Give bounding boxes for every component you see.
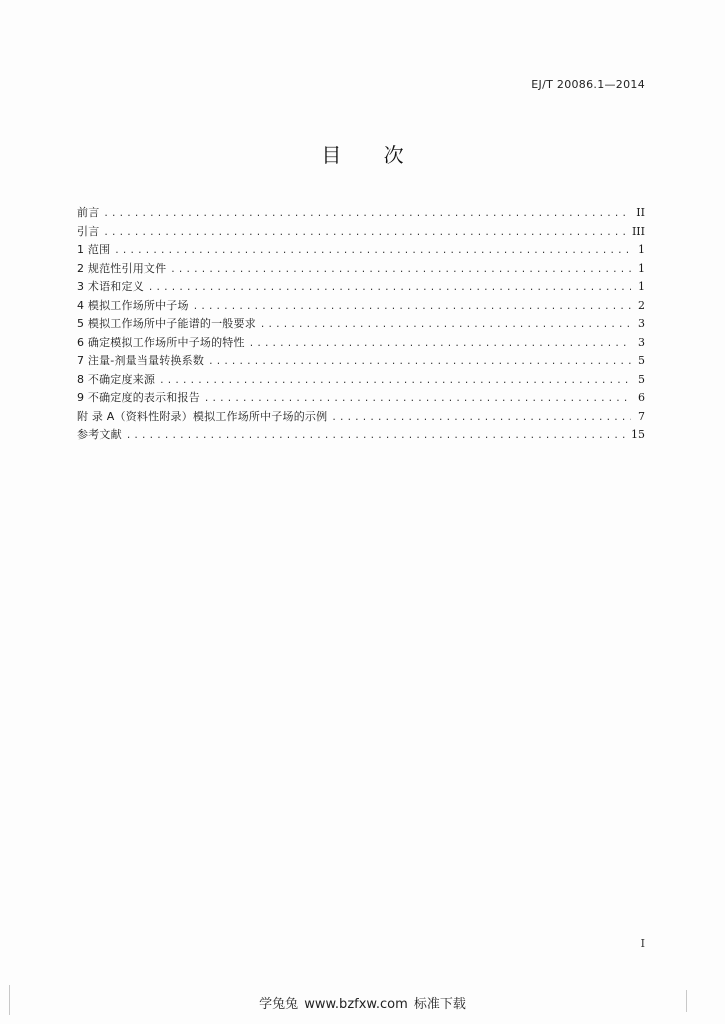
toc-entry-page: III <box>631 224 645 238</box>
toc-entry-title: 3 术语和定义 <box>77 280 144 293</box>
toc-entry-title: 9 不确定度的表示和报告 <box>77 391 200 404</box>
toc-entry-title: 1 范围 <box>77 243 111 256</box>
toc-entry-introduction[interactable] <box>77 223 645 242</box>
toc-entry-title: 引言 <box>77 224 100 238</box>
toc-entry-page: 2 <box>638 298 645 312</box>
table-of-contents <box>77 204 645 445</box>
page-title: 目 次 <box>321 143 422 167</box>
toc-entry-page: II <box>636 206 645 219</box>
footer-watermark: 学兔兔 www.bzfxw.com 标准下载 <box>259 997 466 1012</box>
toc-entry-page: 1 <box>638 261 645 275</box>
toc-entry-page: 3 <box>638 335 645 349</box>
toc-entry-section-9[interactable] <box>77 389 645 408</box>
toc-entry-section-6[interactable] <box>77 334 645 353</box>
toc-entry-page: 5 <box>638 354 645 367</box>
toc-entry-title: 2 规范性引用文件 <box>77 261 167 275</box>
toc-entry-title: 附 录 A（资料性附录）模拟工作场所中子场的示例 <box>77 409 328 423</box>
toc-entry-title: 8 不确定度来源 <box>77 372 156 386</box>
toc-dot-leader <box>114 242 631 261</box>
toc-entry-page: 7 <box>638 409 645 423</box>
toc-entry-normative-references[interactable] <box>77 260 645 279</box>
toc-dot-leader <box>193 298 631 317</box>
toc-entry-bibliography[interactable] <box>77 426 645 445</box>
toc-entry-page: 1 <box>638 280 645 293</box>
toc-dot-leader <box>126 427 627 446</box>
standard-number: EJ/T 20086.1—2014 <box>531 78 645 91</box>
toc-entry-page: 1 <box>638 243 645 256</box>
toc-dot-leader <box>331 409 631 428</box>
toc-entry-title: 7 注量-剂量当量转换系数 <box>77 354 205 367</box>
toc-entry-terms-definitions[interactable] <box>77 278 645 297</box>
toc-dot-leader <box>148 279 631 298</box>
toc-entry-page: 5 <box>638 372 645 386</box>
toc-entry-page: 6 <box>638 391 645 404</box>
toc-dot-leader <box>103 224 628 243</box>
toc-entry-title: 5 模拟工作场所中子能谱的一般要求 <box>77 317 256 330</box>
toc-entry-section-7[interactable] <box>77 352 645 371</box>
toc-dot-leader <box>204 390 631 409</box>
toc-dot-leader <box>249 335 631 354</box>
toc-dot-leader <box>103 205 631 224</box>
toc-entry-section-5[interactable] <box>77 315 645 334</box>
toc-entry-page: 15 <box>631 428 645 441</box>
toc-entry-title: 前言 <box>77 206 100 219</box>
toc-entry-section-8[interactable] <box>77 371 645 390</box>
toc-entry-title: 参考文献 <box>77 428 122 441</box>
toc-entry-title: 6 确定模拟工作场所中子场的特性 <box>77 335 245 349</box>
toc-entry-annex-a[interactable] <box>77 408 645 427</box>
toc-entry-scope[interactable] <box>77 241 645 260</box>
toc-dot-leader <box>260 316 631 335</box>
toc-entry-title: 4 模拟工作场所中子场 <box>77 298 189 312</box>
scan-edge-mark <box>686 990 687 1012</box>
toc-entry-page: 3 <box>638 317 645 330</box>
toc-dot-leader <box>208 353 631 372</box>
toc-dot-leader <box>170 261 631 280</box>
toc-entry-section-4[interactable] <box>77 297 645 316</box>
page-number: I <box>640 937 645 950</box>
scan-edge-mark <box>9 985 10 1015</box>
toc-dot-leader <box>159 372 631 391</box>
toc-entry-foreword[interactable] <box>77 204 645 223</box>
